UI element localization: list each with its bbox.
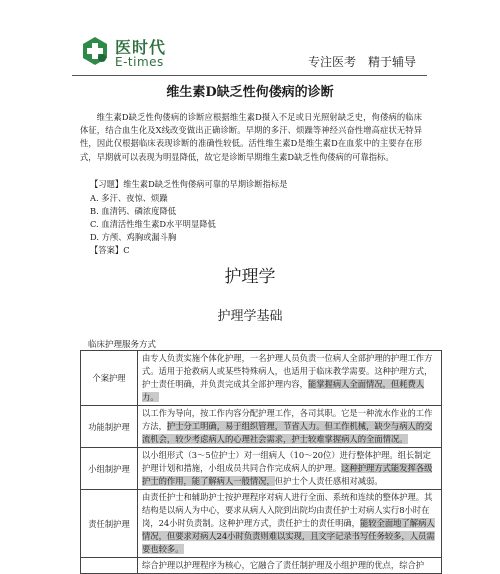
option-d: D. 方颅、鸡胸或漏斗胸 xyxy=(90,232,177,242)
table-row xyxy=(81,351,442,406)
row-desc xyxy=(138,490,442,558)
table-caption: 临床护理服务方式 xyxy=(88,340,157,350)
desc-highlight: 护士分工明确，易于组织管理，节省人力。但工作机械，缺少与病人的交流机会，较少考虑病人的心理社会需求，护士较难掌握病人的全面情况。 xyxy=(142,421,433,444)
section-subtitle: 护理学基础 xyxy=(217,309,283,324)
slogan-part-1: 专注医考 xyxy=(308,55,357,69)
row-desc xyxy=(138,351,442,406)
row-desc xyxy=(138,558,442,574)
desc-highlight: 能掌握病人全面情况，但耗费人力。 xyxy=(142,379,425,402)
row-desc xyxy=(138,406,442,448)
question-stem: 【习题】维生素D缺乏性佝偻病可靠的早期诊断指标是 xyxy=(90,179,288,189)
slogan xyxy=(308,53,416,70)
option-a: A. 多汗、夜惊、烦躁 xyxy=(90,193,168,203)
brand-cn: 医时代 xyxy=(115,38,167,57)
brand-en: E-times xyxy=(115,55,164,69)
page-header xyxy=(0,0,500,78)
desc-text: 以工作为导向，按工作内容分配护理工作，各司其职。它是一种流水作业的工作方法， xyxy=(142,408,433,431)
etimes-logo xyxy=(80,35,200,75)
row-name: 功能制护理 xyxy=(81,406,138,448)
table-row xyxy=(81,448,442,490)
article-title: 维生素D缺乏性佝偻病的诊断 xyxy=(166,85,334,100)
row-name: 小组制护理 xyxy=(81,448,138,490)
table-row xyxy=(81,406,442,448)
row-name: 责任制护理 xyxy=(81,490,138,558)
section-title: 护理学 xyxy=(224,267,276,287)
row-name: 个案护理 xyxy=(81,351,138,406)
desc-text: 综合护理以护理程序为核心，它融合了责任制护理及小组护理的优点，综合护 xyxy=(142,560,425,570)
table-row xyxy=(81,558,442,574)
desc-highlight: 能较全面地了解病人情况，但要求对病人24小时负责则难以实现，且文字记录书写任务较多，人员需要也较多。 xyxy=(142,518,435,554)
desc-text: 由专人负责实施个体化护理，一名护理人员负责一位病人全部护理的护理工作方式。适用于抢救病人或某些特殊病人，也适用于临床教学需要。这种护理方式，护士责任明确，并负责完成其全部护理内容， xyxy=(142,353,433,389)
desc-text: 以小组形式（3～5位护士）对一组病人（10～20位）进行整体护理。组长制定护理计划和措施，小组成员共同合作完成病人的护理。 xyxy=(142,450,431,473)
article-body: 维生素D缺乏性佝偻病的诊断应根据维生素D摄入不足或日光照射缺乏史，佝偻病的临床体征，结合血生化及X线改变做出正确诊断。早期的多汗、烦躁等神经兴奋性增高症状无特异性，因此仅根据临床表现诊断的准确性较低。活性维生素D是维生素D在血浆中的主要存在形式，早期就可以表现为明显降低，故它是诊断早期维生素D缺乏性佝偻病的可靠指标。 xyxy=(80,112,422,162)
row-name xyxy=(81,558,138,574)
slogan-part-2: 精于辅导 xyxy=(368,55,417,69)
option-c: C. 血清活性维生素D水平明显降低 xyxy=(90,219,216,229)
nursing-modes-table xyxy=(80,350,442,574)
row-desc xyxy=(138,448,442,490)
desc-text-end: 但护士个人责任感相对减弱。 xyxy=(274,476,383,486)
answer: 【答案】C xyxy=(90,245,130,255)
header-divider xyxy=(72,75,427,76)
medical-cross-logo-icon xyxy=(80,36,110,66)
desc-text: 由责任护士和辅助护士按护理程序对病人进行全面、系统和连续的整体护理。其结构是以病人为中心，要求从病人入院到出院均由责任护士对病人实行8小时在岗，24小时负责制。这种护理方式，责任护士的责任明确， xyxy=(142,492,433,528)
option-b: B. 血清钙、磷浓度降低 xyxy=(90,206,177,216)
desc-highlight: 这种护理方式能发挥各级护士的作用，能了解病人一般情况， xyxy=(142,463,433,486)
table-row xyxy=(81,490,442,558)
